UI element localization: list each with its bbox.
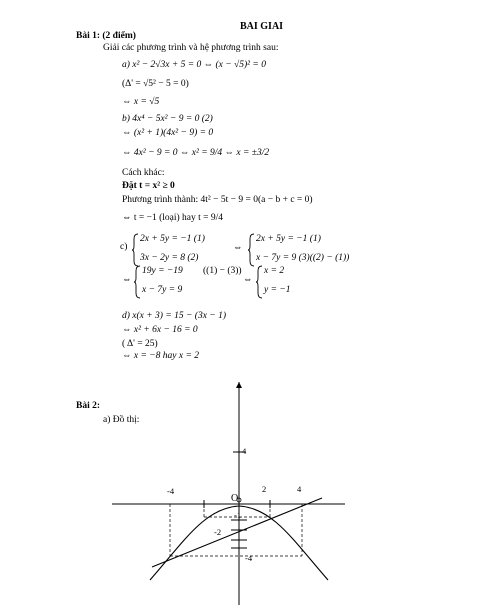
part-a-delta: (Δ' = √5² − 5 = 0): [122, 79, 189, 89]
system-3-operation: ((1) − (3)): [203, 266, 242, 276]
equivalence-arrow-1: ⇔: [233, 243, 243, 253]
part-b-step2: ⇔ 4x² − 9 = 0 ⇔ x² = 9/4 ⇔ x = ±3/2: [122, 148, 270, 158]
function-graph: [0, 370, 500, 609]
part-b-substitution: Đặt t = x² ≥ 0: [122, 181, 175, 191]
part-c-label: c): [120, 242, 128, 252]
part-d-delta: ( Δ' = 25): [122, 339, 158, 349]
problem-1-instruction: Giải các phương trình và hệ phương trình sau:: [103, 43, 279, 53]
system-2-row-2: x − 7y = 9 (3)((2) − (1)): [256, 253, 350, 263]
part-b-alt-label: Cách khác:: [122, 168, 165, 178]
part-d-equation: d) x(x + 3) = 15 − (3x − 1): [122, 311, 226, 321]
part-c-brace-3: [133, 265, 141, 299]
system-1-row-2: 3x − 2y = 8 (2): [140, 253, 199, 263]
system-3-row-2: x − 7y = 9: [142, 285, 183, 295]
part-b-transformed: Phương trình thành: 4t² − 5t − 9 = 0(a − b + c = 0): [122, 195, 313, 205]
label-x-2: 2: [262, 484, 267, 494]
part-c-brace-4: [255, 265, 263, 299]
problem-1-label: Bài 1: (2 điểm): [76, 31, 136, 41]
label-y-4: 4: [242, 446, 247, 456]
system-4-row-2: y = −1: [264, 285, 291, 295]
part-b-step1: ⇔ (x² + 1)(4x² − 9) = 0: [122, 128, 214, 138]
label-y-neg4: -4: [245, 553, 253, 563]
part-a-equation: a) x² − 2√3x + 5 = 0 ⇔ (x − √5)² = 0: [122, 60, 266, 70]
straight-line: [152, 498, 322, 567]
system-3-row-1: 19y = −19: [142, 266, 183, 276]
part-c-brace-2: [247, 233, 255, 267]
part-b-equation: b) 4x⁴ − 5x² − 9 = 0 (2): [122, 114, 213, 124]
part-c-brace-1: [131, 233, 139, 267]
part-d-result: ⇔ x = −8 hay x = 2: [122, 351, 200, 361]
label-x-neg4: -4: [167, 486, 175, 496]
system-2-row-1: 2x + 5y = −1 (1): [256, 234, 321, 244]
system-4-row-1: x = 2: [264, 266, 285, 276]
part-d-step1: ⇔ x² + 6x − 16 = 0: [122, 325, 198, 335]
label-x-4: 4: [297, 484, 302, 494]
part-a-result: ⇔ x = √5: [122, 97, 160, 107]
page-title: BAI GIAI: [240, 21, 284, 32]
part-b-roots: ⇔ t = −1 (loại) hay t = 9/4: [122, 213, 224, 223]
equivalence-arrow-3: ⇔: [243, 275, 253, 285]
label-y-neg2: -2: [214, 527, 222, 537]
equivalence-arrow-2: ⇔: [122, 275, 132, 285]
label-y-neg1: -1: [234, 510, 242, 520]
system-1-row-1: 2x + 5y = −1 (1): [140, 234, 205, 244]
origin-label: O: [231, 493, 239, 504]
problem-2-label: Bài 2:: [76, 401, 101, 411]
problem-2-part-a-label: a) Đồ thị:: [103, 415, 140, 425]
